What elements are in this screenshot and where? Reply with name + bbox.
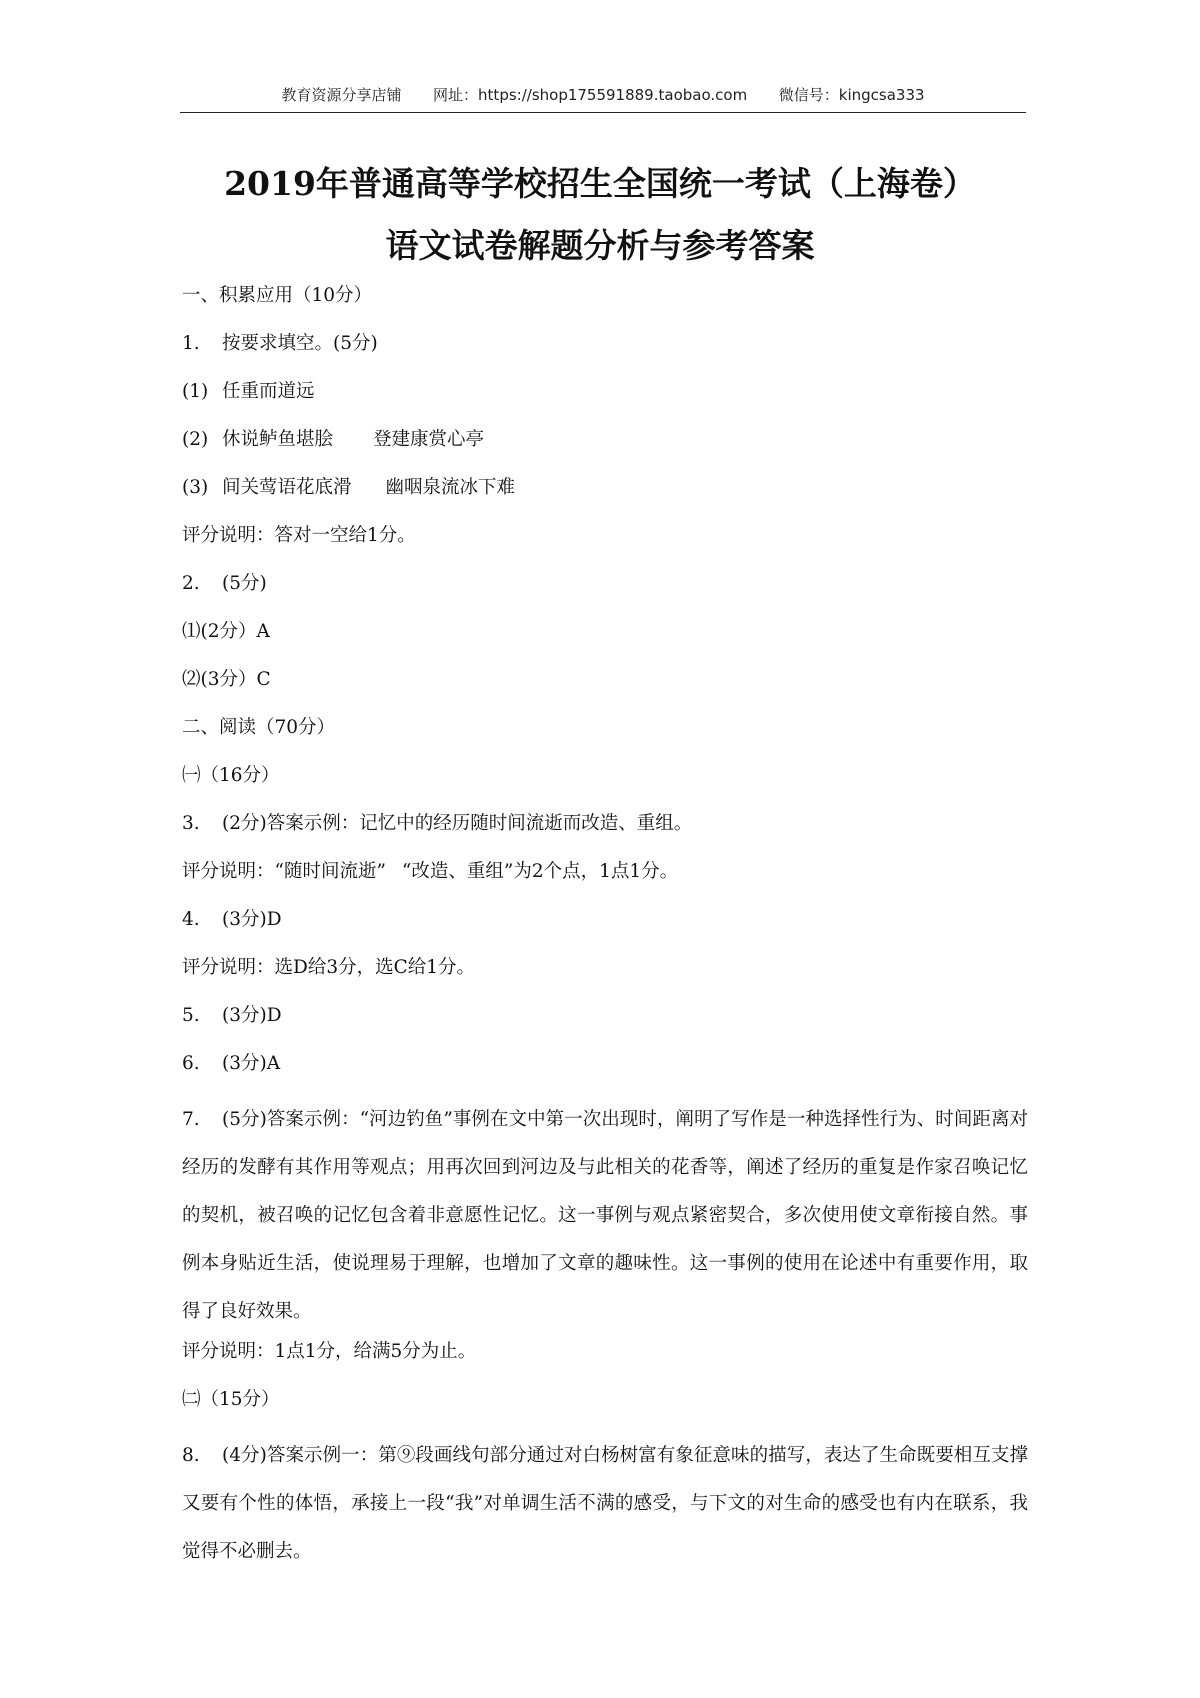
scoring-note-4: 评分说明：选D给3分，选C给1分。: [182, 957, 476, 978]
question-7: [182, 1096, 1028, 1336]
sub-number: (1): [182, 381, 209, 402]
question-number: 4.: [182, 909, 200, 930]
header-wechat-label: 微信号：: [778, 86, 839, 104]
question-6: [182, 1048, 1028, 1096]
header-shop-name: 教育资源分享店铺: [281, 86, 402, 104]
note-text: “改造、重组”为2个点，1点1分。: [401, 861, 679, 882]
question-number: 5.: [182, 1005, 200, 1026]
answer-text: (5分)答案示例：“河边钓鱼”事例在文中第一次出现时，阐明了写作是一种选择性行为、时间距离对经历的发酵有其作用等观点；用再次回到河边及与此相关的花香等，阐述了经历的重复是作家召唤记忆的契机，被召唤的记忆包含着非意愿性记忆。这一事例与观点紧密契合，多次使用使文章衔接自然。事例本身贴近生活，使说理易于理解，也增加了文章的趣味性。这一事例的使用在论述中有重要作用，取得了良好效果。: [182, 1109, 1028, 1322]
answer-text: (3分)D: [222, 909, 282, 930]
question-number: 6.: [182, 1053, 200, 1074]
answer-2-1: ⑴(2分）A: [182, 621, 270, 642]
answer-1-2: [182, 424, 1028, 472]
question-8: [182, 1432, 1028, 1576]
scoring-note-1: 评分说明：答对一空给1分。: [182, 525, 416, 546]
answer-text: (4分)答案示例一：第⑨段画线句部分通过对白杨树富有象征意味的描写，表达了生命既要相互支撑又要有个性的体悟，承接上一段“我”对单调生活不满的感受，与下文的对生命的感受也有内在联系，我觉得不必删去。: [182, 1445, 1028, 1562]
answer-text: 任重而道远: [222, 381, 315, 402]
scoring-note-3: [182, 856, 1028, 904]
answer-text: (3分)A: [222, 1053, 281, 1074]
question-number: 3.: [182, 813, 200, 834]
question-2: [182, 568, 1028, 616]
answer-text: 登建康赏心亭: [373, 429, 485, 450]
question-number: 2.: [182, 573, 200, 594]
part-heading-1: ㈠（16分）: [182, 765, 280, 786]
question-1: [182, 328, 1028, 376]
question-text: 按要求填空。(5分): [222, 333, 378, 354]
header-wechat: kingcsa333: [838, 86, 925, 104]
question-5: [182, 1000, 1028, 1048]
header-url-label: 网址：: [433, 86, 479, 104]
sub-number: (3): [182, 477, 209, 498]
answer-2-2: ⑵(3分）C: [182, 669, 271, 690]
answer-text: 间关莺语花底滑: [222, 477, 352, 498]
section-heading-reading: 二、阅读（70分）: [182, 717, 336, 738]
section-heading-accumulation: 一、积累应用（10分）: [182, 285, 373, 306]
header-divider: [180, 112, 1026, 113]
question-number: 8.: [182, 1445, 200, 1466]
answer-1-3: [182, 472, 1028, 520]
question-4: [182, 904, 1028, 952]
question-number: 7.: [182, 1109, 200, 1130]
page-header: [180, 84, 1026, 112]
answer-text: 休说鲈鱼堪脍: [222, 429, 334, 450]
document-body: [182, 280, 1028, 1576]
document-subtitle: 语文试卷解题分析与参考答案: [385, 226, 815, 265]
note-text: 评分说明：“随时间流逝”: [182, 861, 386, 882]
answer-text: (2分)答案示例：记忆中的经历随时间流逝而改造、重组。: [222, 813, 693, 834]
header-url[interactable]: https://shop175591889.taobao.com: [478, 86, 748, 104]
sub-number: (2): [182, 429, 209, 450]
question-3: [182, 808, 1028, 856]
answer-text: (3分)D: [222, 1005, 282, 1026]
scoring-note-7: 评分说明：1点1分，给满5分为止。: [182, 1341, 477, 1362]
part-heading-2: ㈡（15分）: [182, 1389, 280, 1410]
question-number: 1.: [182, 333, 200, 354]
document-title: 2019年普通高等学校招生全国统一考试（上海卷）: [224, 164, 976, 203]
question-text: (5分): [222, 573, 267, 594]
answer-text: 幽咽泉流冰下难: [385, 477, 516, 498]
answer-1-1: [182, 376, 1028, 424]
